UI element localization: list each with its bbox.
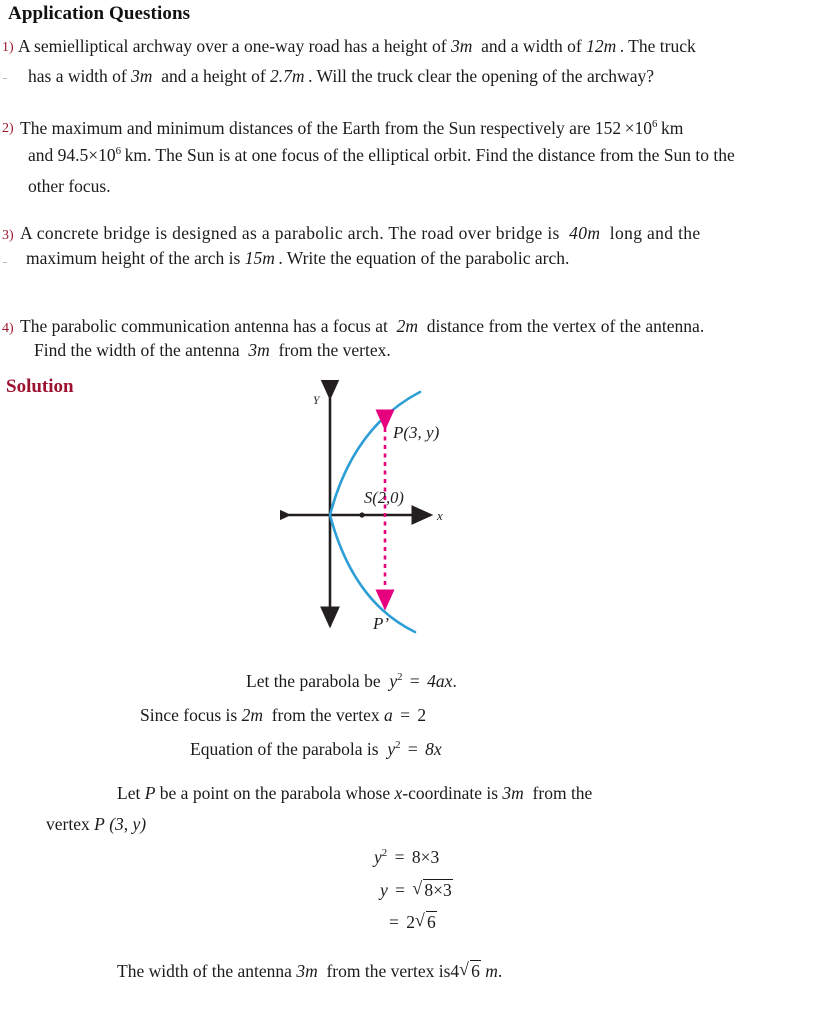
- solution-line-4-point: P: [144, 783, 156, 803]
- calculation-line-3: [386, 911, 437, 933]
- solution-line-1-eq: =: [409, 671, 420, 691]
- solution-line-3-rhs: 8x: [425, 739, 442, 759]
- solution-line-2-rhs: 2: [417, 705, 427, 725]
- page-title: Application Questions: [8, 3, 191, 24]
- focus-point: [359, 512, 364, 517]
- calculation-line-1: [374, 847, 439, 868]
- question-2-line-1: The maximum and minimum distances of the Earth from the Sun respectively are $152 \times 10^6$ km: [20, 117, 684, 138]
- y-axis-label: Y: [313, 395, 320, 407]
- solution-line-5-text: vertex: [46, 814, 90, 834]
- solution-line-2-variable: a: [383, 705, 393, 725]
- solution-line-2-eq: =: [400, 705, 410, 725]
- solution-line-4-text-d: from the: [532, 783, 593, 803]
- point-p-label: P(3, y): [393, 423, 440, 442]
- radical-sign-icon: √: [459, 959, 469, 979]
- parabola-diagram: [280, 380, 490, 645]
- solution-line-1-period: .: [452, 671, 457, 691]
- solution-line-3-eq: =: [407, 739, 418, 759]
- calculation-line-2: [380, 879, 453, 901]
- question-2-number: 2): [2, 121, 14, 136]
- final-answer-radicand: 6: [471, 961, 480, 981]
- calculation-3-eq: =: [389, 912, 399, 932]
- focus-label: S(2,0): [364, 488, 404, 507]
- question-1-line-1: A semielliptical archway over a one-way road has a height of 3m and a width of 12m . The truck: [18, 36, 696, 56]
- solution-line-4-x: x: [394, 783, 403, 803]
- solution-line-5-coords: (3, y): [109, 814, 147, 834]
- final-answer-period: .: [497, 961, 503, 981]
- solution-line-3-text: Equation of the parabola is: [190, 739, 379, 759]
- solution-line-4-text-a: Let: [117, 783, 141, 803]
- calculation-1-lhs: $y^2$: [374, 847, 388, 867]
- final-answer-line: [117, 960, 502, 982]
- solution-line-4-text-c: -coordinate is: [402, 783, 499, 803]
- solution-line-2: [140, 705, 426, 726]
- calculation-1-eq: =: [394, 847, 405, 867]
- radical-sign-icon: √: [415, 910, 425, 930]
- final-answer-text-a: The width of the antenna: [117, 961, 292, 981]
- solution-line-5-point: P: [94, 814, 105, 834]
- solution-line-2-text-b: from the vertex: [271, 705, 380, 725]
- x-axis-label: x: [437, 508, 443, 523]
- solution-line-2-text-a: Since focus is: [140, 705, 238, 725]
- solution-line-2-value: 2m: [241, 705, 263, 725]
- calculation-3-radicand: 6: [427, 912, 436, 932]
- question-2-line-2: and $94.5\times 10^6$ km. The Sun is at one focus of the elliptical orbit. Find the distance from the Sun to the: [28, 144, 735, 165]
- solution-line-1-text: Let the parabola be: [246, 671, 381, 691]
- final-answer-radical: [459, 960, 481, 982]
- calculation-2-radicand: 8×3: [424, 880, 452, 900]
- solution-line-3: [190, 739, 442, 760]
- point-p-prime-label: P’: [373, 614, 390, 633]
- solution-line-1-lhs: $y^2$: [389, 671, 403, 691]
- solution-line-1-rhs: 4ax: [427, 671, 453, 691]
- calculation-2-lhs: y: [380, 880, 388, 900]
- solution-line-4-value: 3m: [502, 783, 524, 803]
- question-3-number: 3): [2, 228, 14, 243]
- solution-line-4-text-b: be a point on the parabola whose: [159, 783, 391, 803]
- final-answer-text-b: from the vertex is: [326, 961, 451, 981]
- solution-line-1: [246, 671, 457, 692]
- question-2-line-3: other focus.: [28, 176, 111, 196]
- solution-line-5: [46, 814, 146, 835]
- calculation-3-coefficient: 2: [406, 912, 415, 932]
- solution-heading: Solution: [6, 376, 74, 397]
- calculation-3-radical: [415, 911, 437, 933]
- margin-tick: [3, 262, 7, 263]
- question-4-number: 4): [2, 321, 14, 336]
- final-answer-unit: m: [485, 961, 498, 981]
- margin-tick: [3, 78, 7, 79]
- question-3-line-2: maximum height of the arch is 15m . Write the equation of the parabolic arch.: [26, 248, 570, 268]
- radical-sign-icon: √: [412, 878, 423, 898]
- calculation-1-rhs: 8×3: [411, 847, 440, 867]
- calculation-2-radical: [412, 879, 452, 901]
- solution-line-4: [117, 783, 592, 804]
- question-1-number: 1): [2, 40, 14, 55]
- solution-line-3-lhs: $y^2$: [387, 739, 401, 759]
- calculation-2-eq: =: [395, 880, 406, 900]
- question-4-line-1: The parabolic communication antenna has a focus at 2m distance from the vertex of the antenna.: [20, 316, 705, 336]
- final-answer-coefficient: 4: [450, 961, 460, 981]
- final-answer-value: 3m: [296, 961, 318, 981]
- question-1-line-2: has a width of 3m and a height of 2.7m . Will the truck clear the opening of the archway?: [28, 66, 654, 86]
- question-3-line-1: A concrete bridge is designed as a parabolic arch. The road over bridge is 40m long and the: [20, 223, 701, 243]
- question-4-line-2: Find the width of the antenna 3m from the vertex.: [34, 340, 391, 360]
